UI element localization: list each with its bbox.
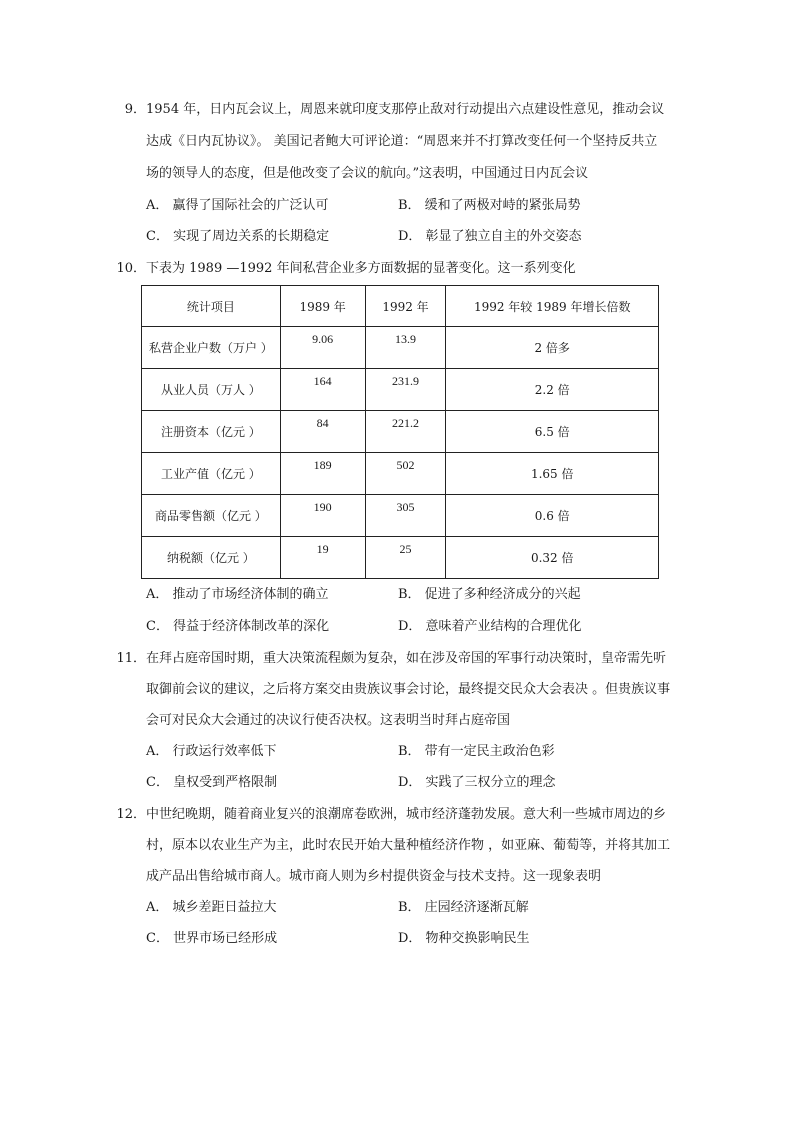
table-cell-item: 商品零售额（亿元 ） <box>142 495 281 537</box>
table-cell <box>365 537 446 579</box>
table-header-cell: 统计项目 <box>142 286 281 327</box>
table-row <box>142 327 659 369</box>
question-number: 12． <box>116 807 146 822</box>
table-cell-value: 190 <box>313 500 332 514</box>
table-cell <box>280 495 365 537</box>
option-c[interactable]: C． 皇权受到严格限制 <box>146 775 278 790</box>
question-text-line: 会可对民众大会通过的决议行使否决权。这表明当时拜占庭帝国 <box>146 713 511 728</box>
option-d[interactable]: D． 实践了三权分立的理念 <box>398 775 556 790</box>
table-cell-value: 13.9 <box>395 332 416 346</box>
table-row <box>142 369 659 411</box>
table-cell <box>446 495 659 537</box>
table-cell-item: 从业人员（万人 ） <box>142 369 281 411</box>
table-cell <box>446 411 659 453</box>
table-cell-item: 注册资本（亿元 ） <box>142 411 281 453</box>
table-cell-value: 1.65 倍 <box>530 467 574 481</box>
table-header-cell: 1992 年 <box>365 286 446 327</box>
table-cell-value: 2 倍多 <box>534 341 570 355</box>
option-b[interactable]: B． 庄园经济逐渐瓦解 <box>398 900 529 915</box>
table-cell-value: 19 <box>316 542 329 556</box>
question-text-line: 中世纪晚期，随着商业复兴的浪潮席卷欧洲，城市经济蓬勃发展。意大利一些城市周边的乡 <box>146 807 667 822</box>
table-cell-value: 2.2 倍 <box>534 383 570 397</box>
table-cell-value: 231.9 <box>392 374 419 388</box>
table-cell-value: 221.2 <box>392 416 419 430</box>
table-cell <box>446 537 659 579</box>
question-number: 10． <box>116 261 146 276</box>
table-row <box>142 453 659 495</box>
question-text-line: 达成《日内瓦协议》。 美国记者鲍大可评论道：“周恩来并不打算改变任何一个坚持反共立 <box>146 134 658 149</box>
option-b[interactable]: B． 促进了多种经济成分的兴起 <box>398 587 581 602</box>
table-cell-value: 164 <box>313 374 332 388</box>
question-text-line: 成产品出售给城市商人。城市商人则为乡村提供资金与技术支持。这一现象表明 <box>146 869 602 884</box>
option-a[interactable]: A． 推动了市场经济体制的确立 <box>146 587 329 602</box>
question-text-line: 1954 年，日内瓦会议上，周恩来就印度支那停止敌对行动提出六点建设性意见，推动会议 <box>146 102 665 117</box>
option-b[interactable]: B． 带有一定民主政治色彩 <box>398 744 555 759</box>
statistics-table <box>141 285 659 579</box>
table-cell <box>280 411 365 453</box>
table-cell <box>446 327 659 369</box>
table-cell-value: 0.6 倍 <box>534 509 570 523</box>
table-row <box>142 537 659 579</box>
option-a[interactable]: A． 行政运行效率低下 <box>146 744 277 759</box>
question-text-line: 取御前会议的建议，之后将方案交由贵族议事会讨论，最终提交民众大会表决 。但贵族议事 <box>146 682 671 697</box>
question-number: 11． <box>116 651 146 666</box>
table-cell <box>280 537 365 579</box>
table-cell <box>365 411 446 453</box>
question-text-line: 下表为 1989 —1992 年间私营企业多方面数据的显著变化。这一系列变化 <box>146 261 576 276</box>
table-cell-item: 纳税额（亿元 ） <box>142 537 281 579</box>
table-cell-value: 305 <box>396 500 415 514</box>
table-cell <box>280 453 365 495</box>
table-cell <box>280 369 365 411</box>
table-row <box>142 411 659 453</box>
table-cell-value: 84 <box>316 416 329 430</box>
option-c[interactable]: C． 得益于经济体制改革的深化 <box>146 619 330 634</box>
table-cell-value: 9.06 <box>312 332 334 346</box>
table-cell <box>446 453 659 495</box>
option-c[interactable]: C． 实现了周边关系的长期稳定 <box>146 229 330 244</box>
table-cell <box>365 453 446 495</box>
question-text-line: 村，原本以农业生产为主，此时农民开始大量种植经济作物 ，如亚麻、葡萄等，并将其加工 <box>146 838 671 853</box>
table-cell-item: 私营企业户数（万户 ） <box>142 327 281 369</box>
option-a[interactable]: A． 赢得了国际社会的广泛认可 <box>146 198 329 213</box>
table-cell <box>280 327 365 369</box>
table-header-row <box>142 286 659 327</box>
option-d[interactable]: D． 彰显了独立自主的外交姿态 <box>398 229 582 244</box>
table-header-cell: 1992 年较 1989 年增长倍数 <box>446 286 659 327</box>
table-row <box>142 495 659 537</box>
table-cell-item: 工业产值（亿元 ） <box>142 453 281 495</box>
option-b[interactable]: B． 缓和了两极对峙的紧张局势 <box>398 198 581 213</box>
table-cell-value: 25 <box>399 542 412 556</box>
table-cell <box>446 369 659 411</box>
question-text-line: 在拜占庭帝国时期，重大决策流程颇为复杂，如在涉及帝国的军事行动决策时，皇帝需先听 <box>146 651 667 666</box>
table-cell-value: 502 <box>396 458 415 472</box>
question-text-line: 场的领导人的态度，但是他改变了会议的航向。”这表明，中国通过日内瓦会议 <box>146 166 589 181</box>
table-cell-value: 189 <box>313 458 332 472</box>
table-header-cell: 1989 年 <box>280 286 365 327</box>
table-cell <box>365 495 446 537</box>
option-a[interactable]: A． 城乡差距日益拉大 <box>146 900 277 915</box>
question-number: 9． <box>124 102 146 117</box>
option-d[interactable]: D． 意味着产业结构的合理优化 <box>398 619 582 634</box>
option-d[interactable]: D． 物种交换影响民生 <box>398 931 530 946</box>
option-c[interactable]: C． 世界市场已经形成 <box>146 931 278 946</box>
table-cell <box>365 327 446 369</box>
table-cell <box>365 369 446 411</box>
table-cell-value: 6.5 倍 <box>534 425 570 439</box>
table-cell-value: 0.32 倍 <box>530 551 574 565</box>
